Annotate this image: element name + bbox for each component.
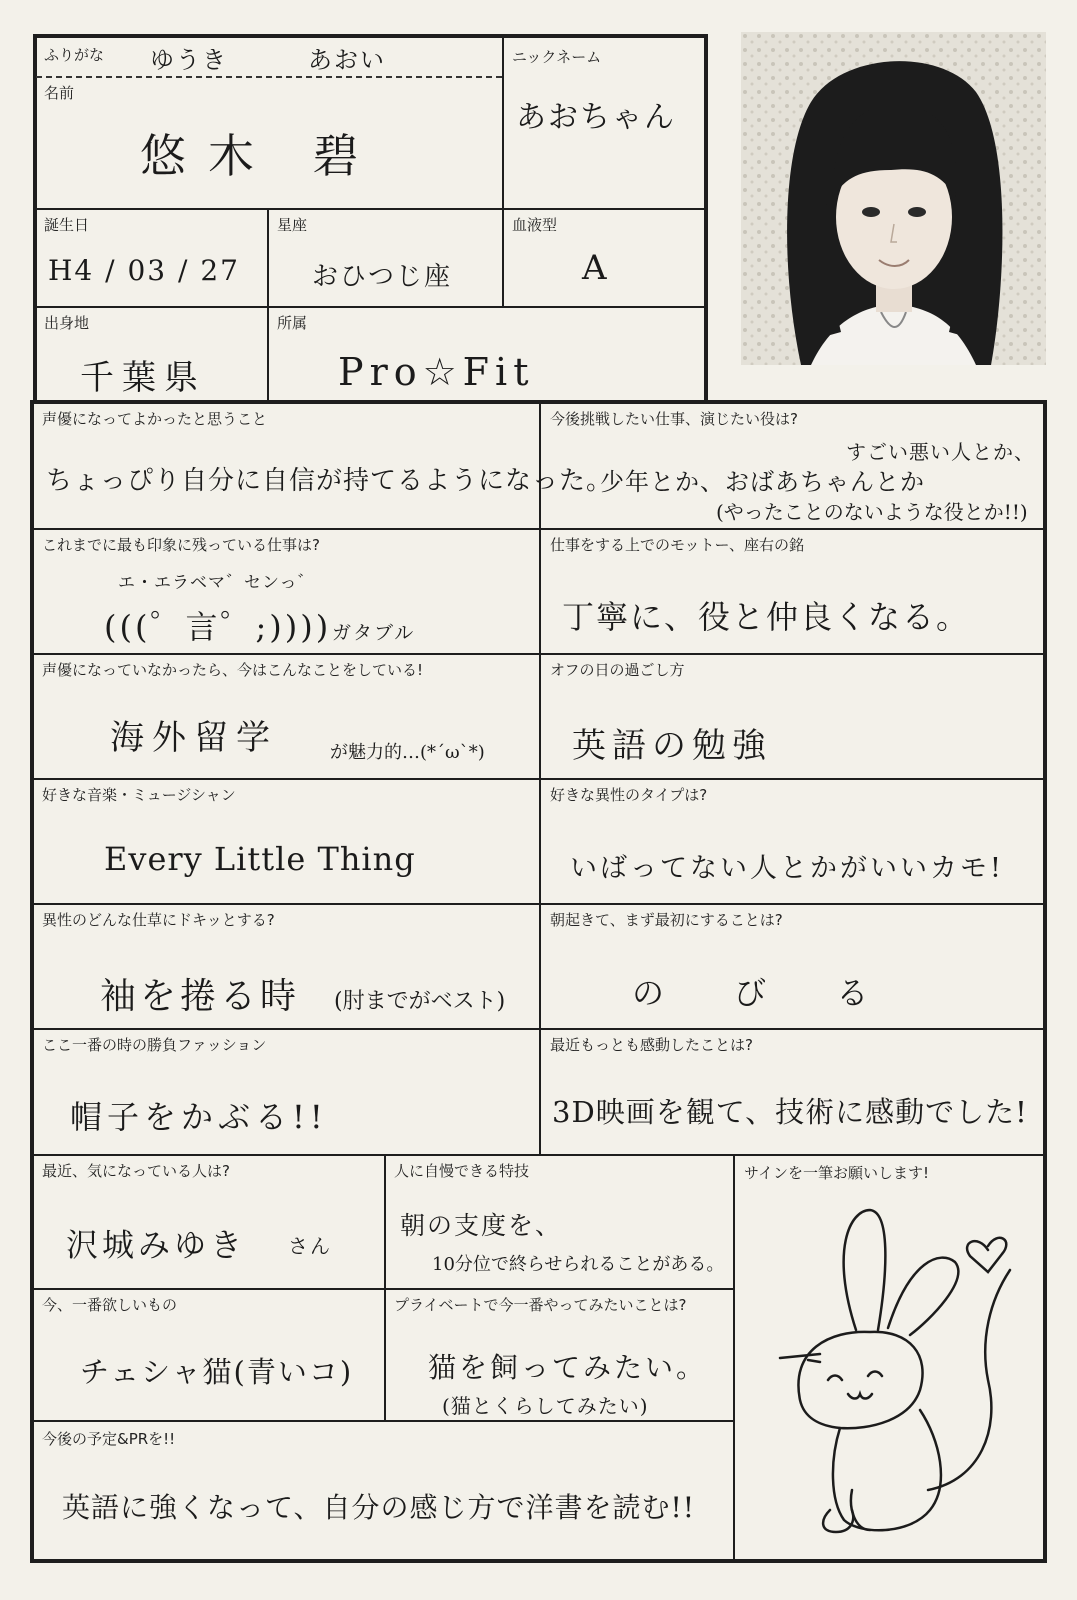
- qa-label-10: ここ一番の時の勝負ファッション: [42, 1036, 267, 1054]
- qa-label-1: 今後挑戦したい仕事、演じたい役は?: [550, 410, 798, 428]
- name-value: 悠木 碧: [140, 129, 381, 183]
- qa-answer-2-top: エ・エラベマ゛センっ゛: [118, 573, 316, 593]
- skill-line2: 10分位で終らせられることがある。: [432, 1254, 725, 1275]
- private-label: プライベートで今一番やってみたいことは?: [394, 1296, 687, 1314]
- private-line2: (猫とくらしてみたい): [442, 1394, 649, 1418]
- portrait-photo: [741, 32, 1046, 365]
- qa-answer-9: の び る: [632, 974, 899, 1012]
- qa-answer-10: 帽子をかぶる!!: [70, 1098, 328, 1136]
- qa-answer-3: 丁寧に、役と仲良くなる。: [562, 598, 971, 636]
- hometown-label: 出身地: [44, 314, 90, 332]
- crush-label: 最近、気になっている人は?: [42, 1162, 230, 1180]
- qa-answer-5: 英語の勉強: [572, 726, 772, 766]
- nickname-value: あおちゃん: [516, 100, 676, 135]
- birthday-label: 誕生日: [44, 216, 90, 234]
- qa-answer-1-top: すごい悪い人とか、: [846, 440, 1035, 464]
- qa-answer-0: ちょっぴり自分に自信が持てるようになった。: [46, 466, 614, 496]
- qa-label-6: 好きな音楽・ミュージシャン: [42, 786, 236, 804]
- crush-suffix: さん: [288, 1234, 332, 1258]
- qa-answer-11: 3D映画を観て、技術に感動でした!: [552, 1095, 1028, 1129]
- qa-answer-7: いばってない人とかがいいカモ!: [570, 853, 1004, 884]
- want-value: チェシャ猫(青いコ): [80, 1355, 354, 1389]
- qa-label-3: 仕事をする上でのモットー、座右の銘: [550, 536, 804, 554]
- pr-label: 今後の予定&PRを!!: [42, 1430, 176, 1448]
- qa-label-4: 声優になっていなかったら、今はこんなことをしている!: [42, 661, 424, 679]
- furigana-family: あおい: [308, 46, 386, 74]
- qa-label-2: これまでに最も印象に残っている仕事は?: [42, 536, 320, 554]
- qa-label-11: 最近もっとも感動したことは?: [550, 1036, 753, 1054]
- birthday-value: H4 / 03 / 27: [48, 254, 240, 287]
- name-label: 名前: [44, 84, 75, 102]
- hometown-value: 千葉県: [80, 358, 206, 398]
- zodiac-label: 星座: [277, 216, 308, 234]
- qa-answer-1-bottom: (やったことのないような役とか!!): [716, 500, 1028, 524]
- qa-answer-2-side: ガタブル: [332, 622, 416, 644]
- blood-label: 血液型: [512, 216, 558, 234]
- qa-answer-6: Every Little Thing: [104, 840, 416, 878]
- qa-label-5: オフの日の過ごし方: [550, 661, 685, 679]
- qa-label-8: 異性のどんな仕草にドキッとする?: [42, 911, 275, 929]
- qa-answer-8-side: (肘までがベスト): [334, 989, 506, 1014]
- qa-answer-1: 少年とか、おばあちゃんとか: [600, 468, 925, 496]
- qa-answer-4: 海外留学: [110, 718, 278, 758]
- qa-answer-4-side: が魅力的…(*´ω`*): [330, 742, 485, 763]
- furigana-label: ふりがな: [44, 46, 105, 64]
- qa-label-0: 声優になってよかったと思うこと: [42, 410, 268, 428]
- qa-label-9: 朝起きて、まず最初にすることは?: [550, 911, 783, 929]
- skill-label: 人に自慢できる特技: [394, 1162, 530, 1180]
- agency-value: Pro☆Fit: [338, 350, 535, 394]
- want-label: 今、一番欲しいもの: [42, 1296, 178, 1314]
- nickname-label: ニックネーム: [512, 48, 602, 66]
- furigana-given: ゆうき: [150, 46, 228, 74]
- furigana-divider: [36, 76, 502, 78]
- blood-value: A: [582, 248, 609, 288]
- private-line1: 猫を飼ってみたい。: [428, 1351, 708, 1384]
- qa-answer-8: 袖を捲る時: [100, 976, 301, 1017]
- top-frame: [33, 34, 708, 404]
- sign-label: サインを一筆お願いします!: [744, 1164, 929, 1182]
- qa-answer-2: (((゜言゜;)))): [104, 608, 332, 646]
- signature-rabbit-drawing: [760, 1190, 1040, 1550]
- qa-label-7: 好きな異性のタイプは?: [550, 786, 708, 804]
- agency-label: 所属: [277, 314, 308, 332]
- pr-value: 英語に強くなって、自分の感じ方で洋書を読む!!: [62, 1491, 695, 1524]
- skill-line1: 朝の支度を、: [400, 1211, 563, 1240]
- zodiac-value: おひつじ座: [312, 262, 453, 292]
- crush-value: 沢城みゆき: [66, 1226, 247, 1264]
